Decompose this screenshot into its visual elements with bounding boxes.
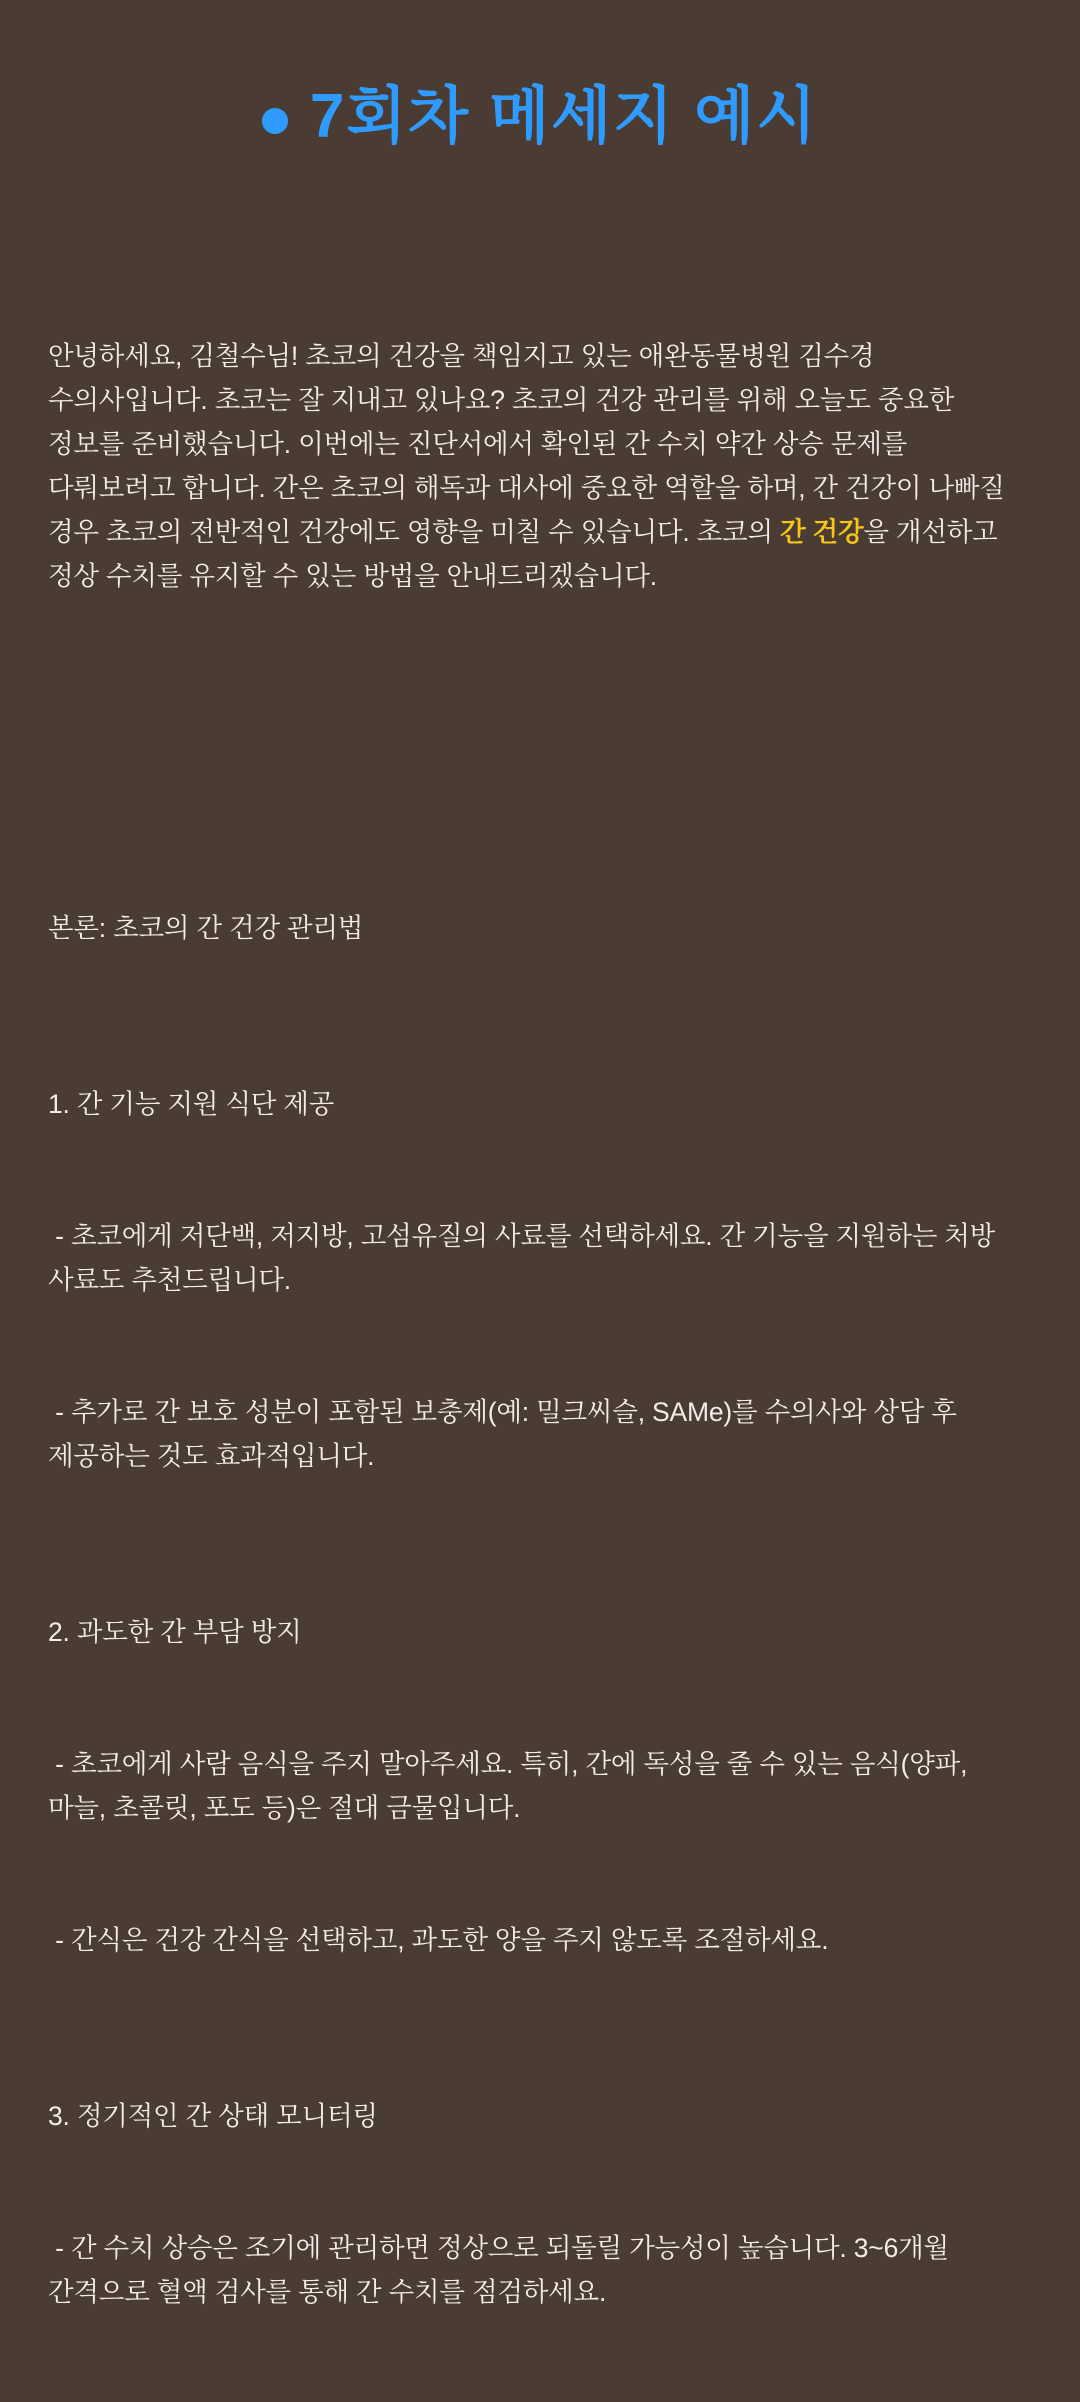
list-item: 3. 정기적인 간 상태 모니터링	[48, 2101, 378, 2131]
intro-text-before: 안녕하세요, 김철수님! 초코의 건강을 책임지고 있는 애완동물병원 김수경 수의사입니다. 초코는 잘 지내고 있나요? 초코의 건강 관리를 위해 오늘도 중요한 정보를 준비했습니다. 이번에는 진단서에서 확인된 간 수치 약간 상승 문제를 다뤄보려고 합니다. 간은 초코의 해독과 대사에 중요한 역할을 하며, 간 건강이 나빠질 경우 초코의 전반적인 건강에도 영향을 미칠 수 있습니다. 초코의	[48, 341, 1012, 547]
section-heading: 본론: 초코의 간 건강 관리법	[48, 913, 364, 943]
intro-text-after: 을 개선하고 정상 수치를 유지할 수 있는 방법을 안내드리겠습니다.	[48, 517, 1005, 591]
highlight-liver-health: 간 건강	[780, 517, 864, 547]
page-title-row	[48, 0, 1032, 172]
message-body	[48, 246, 1032, 2402]
list-item: - 추가로 간 보호 성분이 포함된 보충제(예: 밀크씨슬, SAMe)를 수의사와 상담 후 제공하는 것도 효과적입니다.	[48, 1397, 964, 1471]
list-item: 2. 과도한 간 부담 방지	[48, 1617, 302, 1647]
list-item: - 초코에게 사람 음식을 주지 말아주세요. 특히, 간에 독성을 줄 수 있는 음식(양파, 마늘, 초콜릿, 포도 등)은 절대 금물입니다.	[48, 1749, 975, 1823]
paragraph-spacer	[48, 730, 1032, 774]
page-title: 7회차 메세지 예시	[309, 81, 819, 151]
bullet-dot-icon	[262, 108, 288, 134]
list-item: 1. 간 기능 지원 식단 제공	[48, 1089, 335, 1119]
intro-paragraph	[48, 334, 1032, 598]
list-item: - 간식은 건강 간식을 선택하고, 과도한 양을 주지 않도록 조절하세요.	[48, 1925, 829, 1955]
list-item: - 간 수치 상승은 조기에 관리하면 정상으로 되돌릴 가능성이 높습니다. 3~6개월 간격으로 혈액 검사를 통해 간 수치를 점검하세요.	[48, 2233, 957, 2307]
list-item: - 초코에게 저단백, 저지방, 고섬유질의 사료를 선택하세요. 간 기능을 지원하는 처방 사료도 추천드립니다.	[48, 1221, 1003, 1295]
